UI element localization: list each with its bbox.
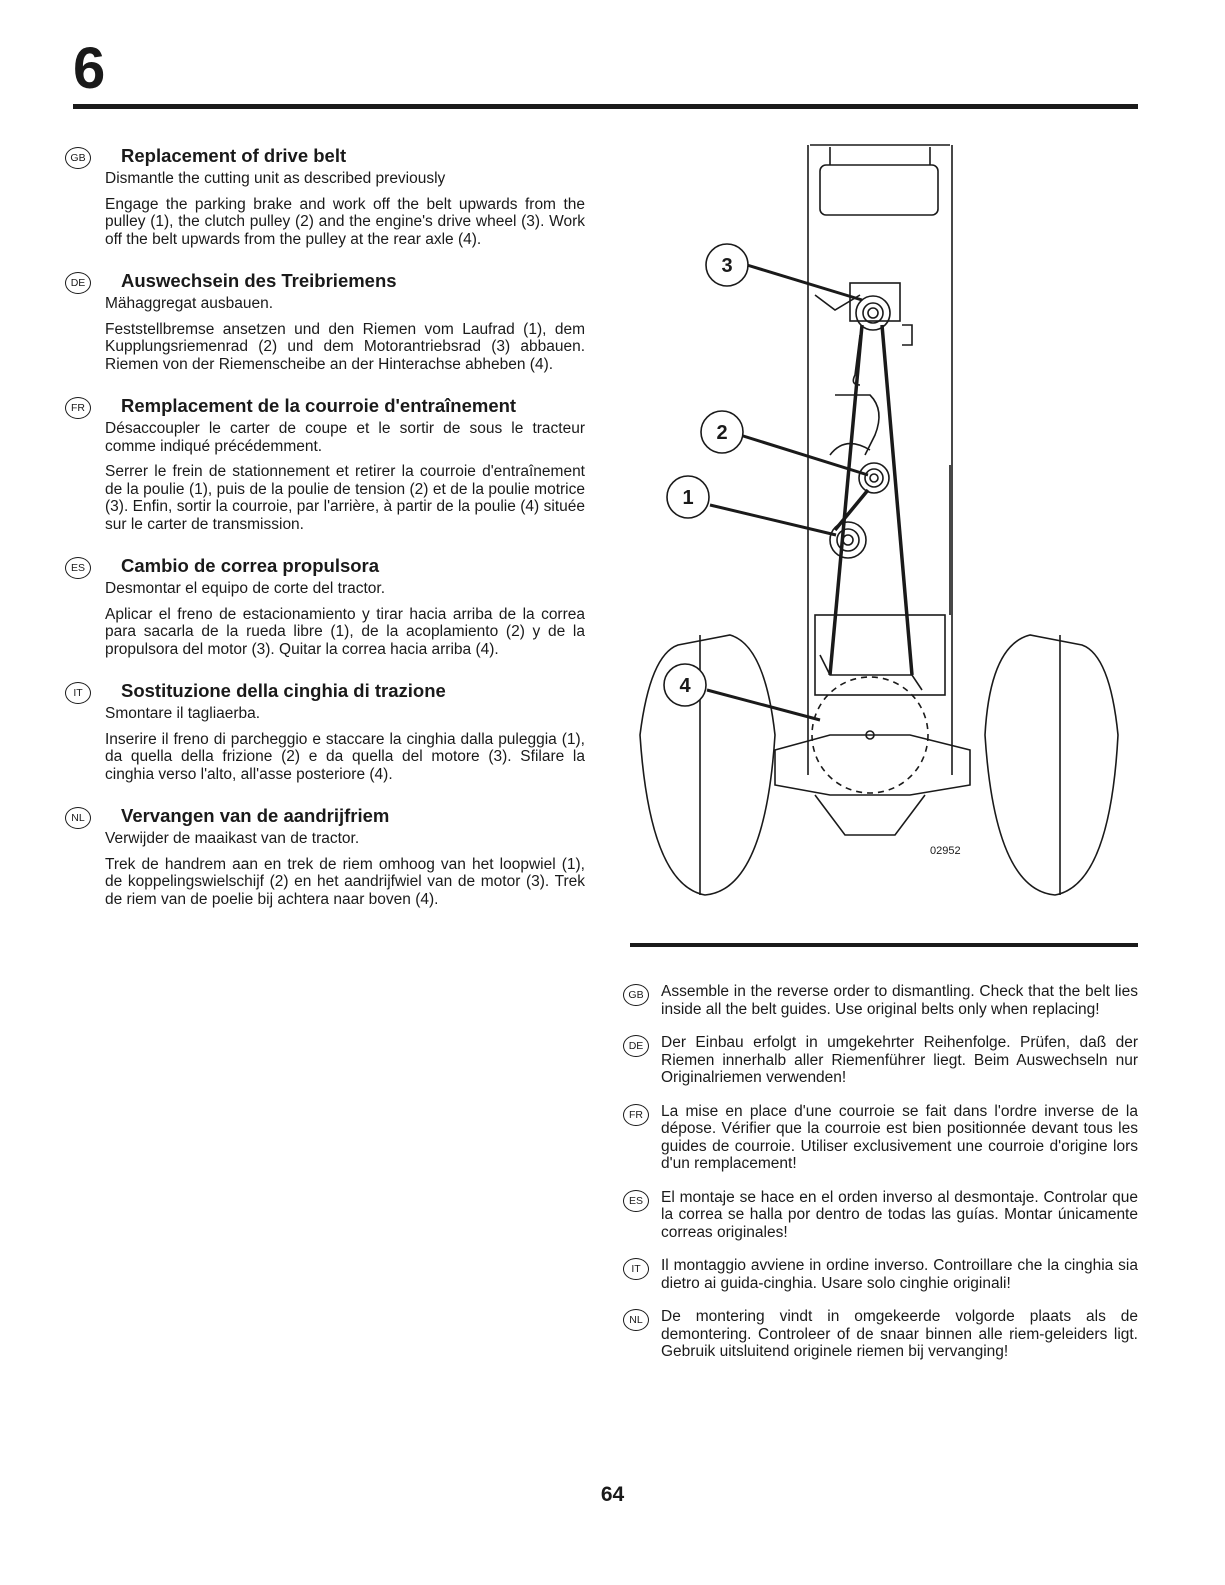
language-badge-fr: FR [65, 397, 91, 419]
note-text: Assemble in the reverse order to dismantling. Check that the belt lies inside all the belt guides. Use original belts only when replacing! [661, 983, 1138, 1018]
section-title: Auswechsein des Treibriemens [121, 270, 397, 291]
language-badge-de: DE [623, 1035, 649, 1057]
note-de [623, 1034, 1138, 1087]
note-text: Der Einbau erfolgt in umgekehrter Reihenfolge. Prüfen, daß der Riemen innerhalb aller Riemenführer liegt. Beim Auswechseln nur Originalriemen verwenden! [661, 1034, 1138, 1086]
section-fr [65, 395, 585, 533]
section-es [65, 555, 585, 658]
note-text: La mise en place d'une courroie se fait dans l'ordre inverse de la dépose. Vérifier que la courroie est bien positionnée devant tous les guides de courroie. Utiliser exclusivement une courroie d'origine lors d'un remplacement! [661, 1102, 1138, 1172]
section-nl [65, 805, 585, 908]
language-badge-fr: FR [623, 1104, 649, 1126]
language-badge-nl: NL [65, 807, 91, 829]
section-paragraph: Serrer le frein de stationnement et retirer la courroie d'entraînement de la poulie (1), puis de la poulie de tension (2) et de la poulie motrice (3). Enfin, sortir la courroie, par l'arrière, à partir de la poulie (4) située sur le carter de transmission. [105, 463, 585, 533]
language-badge-es: ES [623, 1190, 649, 1212]
callout-label: 3 [721, 255, 733, 277]
language-badge-de: DE [65, 272, 91, 294]
note-text: El montaje se hace en el orden inverso al desmontaje. Controlar que la correa se halla por dentro de todas las guías. Montar únicamente correas originales! [661, 1188, 1138, 1241]
section-title: Replacement of drive belt [121, 145, 347, 166]
language-badge-it: IT [623, 1258, 649, 1280]
header-rule [73, 104, 1138, 109]
section-paragraph: Verwijder de maaikast van de tractor. [105, 830, 360, 847]
section-de [65, 270, 585, 373]
chapter-number: 6 [73, 36, 106, 101]
section-divider [630, 943, 1138, 947]
section-paragraph: Mähaggregat ausbauen. [105, 295, 274, 312]
section-paragraph: Feststellbremse ansetzen und den Riemen vom Laufrad (1), dem Kupplungsriemenrad (2) und dem Motorantriebsrad (3) abbauen. Riemen von der Riemenscheibe an der Hinterachse abheben (4). [105, 320, 585, 373]
section-paragraph: Desmontar el equipo de corte del tractor. [105, 580, 386, 597]
section-paragraph: Trek de handrem aan en trek de riem omhoog van het loopwiel (1), de koppelingswielschijf (2) en het aandrijfwiel van de motor (3). Trek de riem van de poelie bij achtera naar boven (4). [105, 855, 585, 908]
figure-id: 02952 [930, 845, 961, 857]
note-it [623, 1257, 1138, 1292]
section-title: Vervangen van de aandrijfriem [121, 805, 390, 826]
section-paragraph: Engage the parking brake and work off the belt upwards from the pulley (1), the clutch pulley (2) and the engine's drive wheel (3). Work off the belt upwards from the pulley at the rear axle (4). [105, 195, 585, 248]
assembly-notes-column [623, 983, 1138, 1377]
callout-label: 2 [716, 422, 728, 444]
language-badge-gb: GB [623, 984, 649, 1006]
note-fr [623, 1103, 1138, 1173]
section-title: Remplacement de la courroie d'entraînement [121, 395, 517, 416]
section-paragraph: Désaccoupler le carter de coupe et le sortir de sous le tracteur comme indiqué précédemment. [105, 420, 585, 455]
note-text: Il montaggio avviene in ordine inverso. Controillare che la cinghia sia dietro ai guida-cinghia. Usare solo cinghie originali! [661, 1257, 1138, 1292]
note-es [623, 1189, 1138, 1242]
section-paragraph: Inserire il freno di parcheggio e staccare la cinghia dalla puleggia (1), da quella della frizione (2) e da quella del motore (3). Sfilare la cinghia verso l'alto, all'asse posteriore (4). [105, 730, 585, 783]
section-title: Sostituzione della cinghia di trazione [121, 680, 446, 701]
section-paragraph: Smontare il tagliaerba. [105, 705, 261, 722]
section-paragraph: Dismantle the cutting unit as described previously [105, 170, 446, 187]
language-badge-nl: NL [623, 1309, 649, 1331]
note-text: De montering vindt in omgekeerde volgorde plaats als de demontering. Controleer of de snaar binnen alle riem-geleiders ligt. Gebruik uitsluitend originele riemen bij vervanging! [661, 1308, 1138, 1360]
instructions-column [65, 145, 585, 930]
section-title: Cambio de correa propulsora [121, 555, 380, 576]
section-it [65, 680, 585, 783]
section-paragraph: Aplicar el freno de estacionamiento y tirar hacia arriba de la correa para sacarla de la rueda libre (1), de la acoplamiento (2) y de la propulsora del motor (3). Quitar la correa hacia arriba (4). [105, 605, 585, 658]
section-gb [65, 145, 585, 248]
note-gb [623, 983, 1138, 1018]
language-badge-gb: GB [65, 147, 91, 169]
language-badge-es: ES [65, 557, 91, 579]
note-nl [623, 1308, 1138, 1361]
drive-belt-diagram [630, 135, 1130, 905]
language-badge-it: IT [65, 682, 91, 704]
callout-label: 4 [679, 675, 691, 697]
callout-label: 1 [682, 487, 694, 509]
page-number: 64 [600, 1483, 625, 1506]
